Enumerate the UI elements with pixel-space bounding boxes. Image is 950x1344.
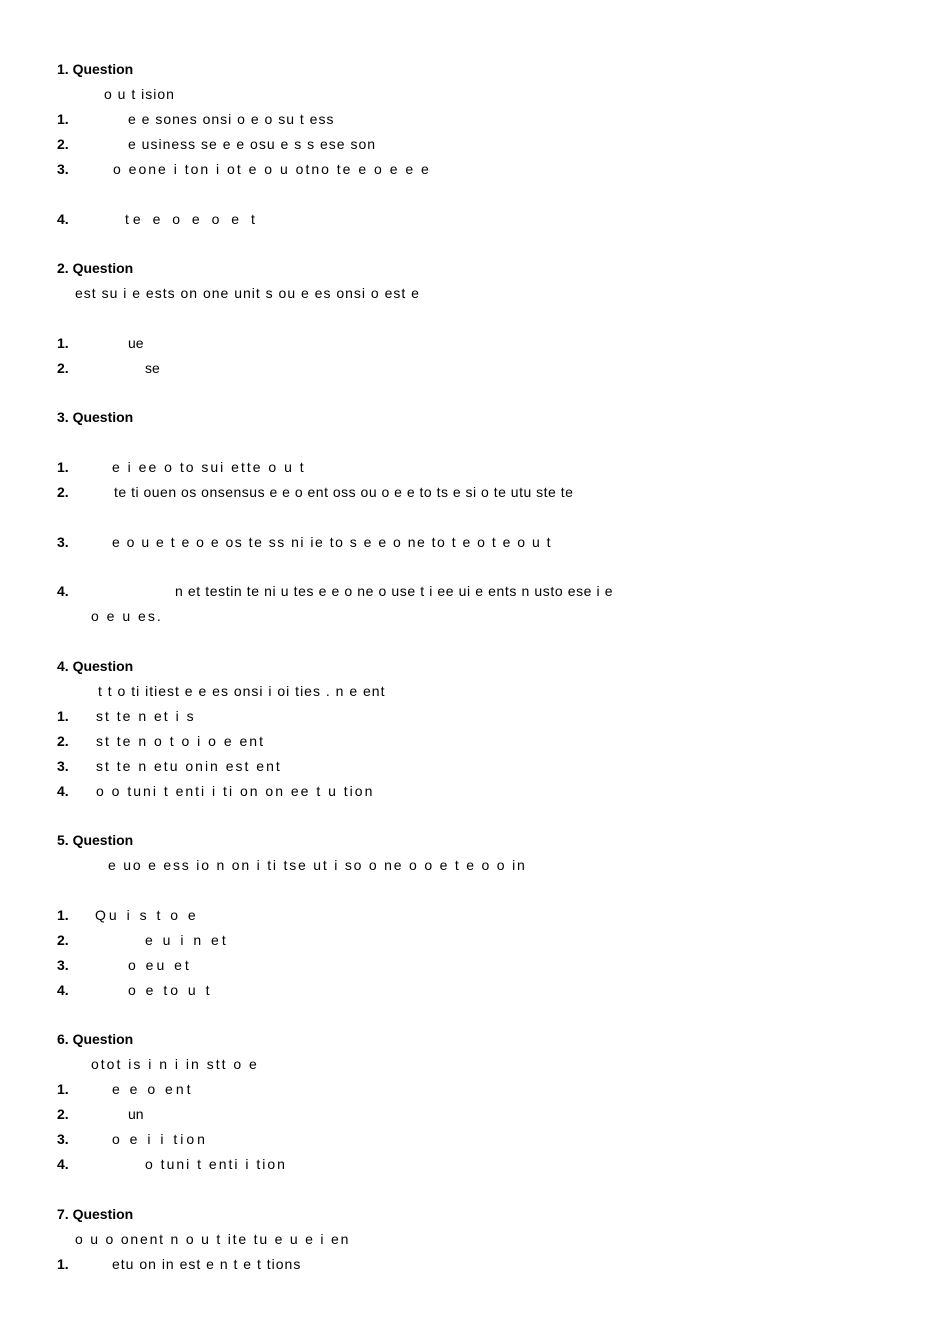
question-6-option-4-text: o tuni t enti i tion <box>145 1156 287 1172</box>
question-6-option-3-text: o e i i tion <box>112 1131 208 1147</box>
question-2-prompt: est su i e ests on one unit s ou e es onsi o est e <box>75 285 420 301</box>
question-4-option-3-text: st te n etu onin est ent <box>96 758 282 774</box>
question-5-option-4-number: 4. <box>57 982 69 998</box>
question-4-option-1-text: st te n et i s <box>96 708 196 724</box>
question-3-option-4-continuation: o e u es. <box>91 608 163 624</box>
question-5-option-4-text: o e to u t <box>128 982 213 998</box>
question-1-option-2-number: 2. <box>57 136 69 152</box>
question-1-title: 1. Question <box>57 61 134 77</box>
question-1-option-3-number: 3. <box>57 161 69 177</box>
question-6-option-2-text: un <box>128 1106 144 1122</box>
question-2-option-2-number: 2. <box>57 360 69 376</box>
question-3-option-3-text: e o u e t e o e os te ss ni ie to s e e o ne to t e o t e o u t <box>112 534 553 550</box>
question-4-option-4-number: 4. <box>57 783 69 799</box>
question-2-option-1-number: 1. <box>57 335 69 351</box>
question-3-option-4-text: n et testin te ni u tes e e o ne o use t i ee ui e ents n usto ese i e <box>175 583 614 599</box>
question-6-option-1-number: 1. <box>57 1081 69 1097</box>
question-5-prompt: e uo e ess io n on i ti tse ut i so o ne o o e t e o o in <box>108 857 527 873</box>
question-6-option-4-number: 4. <box>57 1156 69 1172</box>
question-5-option-2-number: 2. <box>57 932 69 948</box>
question-4-option-1-number: 1. <box>57 708 69 724</box>
question-2-option-2-text: se <box>145 360 160 376</box>
question-4-option-3-number: 3. <box>57 758 69 774</box>
question-3-option-1-text: e i ee o to sui ette o u t <box>112 459 306 475</box>
question-4-option-2-text: st te n o t o i o e ent <box>96 733 265 749</box>
question-7-option-1-number: 1. <box>57 1256 69 1272</box>
question-3-option-3-number: 3. <box>57 534 69 550</box>
question-4-option-2-number: 2. <box>57 733 69 749</box>
question-1-option-1-text: e e sones onsi o e o su t ess <box>128 111 335 127</box>
question-2-option-1-text: ue <box>128 335 144 351</box>
question-5-option-1-text: Qu i s t o e <box>95 907 199 923</box>
question-7-prompt: o u o onent n o u t ite tu e u e i en <box>75 1231 351 1247</box>
question-5-option-2-text: e u i n et <box>145 932 229 948</box>
question-1-option-2-text: e usiness se e e osu e s s ese son <box>128 136 377 152</box>
question-4-option-4-text: o o tuni t enti i ti on on ee t u tion <box>96 783 375 799</box>
question-5-title: 5. Question <box>57 832 134 848</box>
question-6-title: 6. Question <box>57 1031 134 1047</box>
question-7-option-1-text: etu on in est e n t e t tions <box>112 1256 302 1272</box>
question-1-option-3-text: o eone i ton i ot e o u otno te e o e e e <box>113 161 431 177</box>
question-3-option-1-number: 1. <box>57 459 69 475</box>
question-6-option-3-number: 3. <box>57 1131 69 1147</box>
question-3-title: 3. Question <box>57 409 134 425</box>
question-3-option-2-text: te ti ouen os onsensus e e o ent oss ou o e e to ts e si o te utu ste te <box>114 484 574 500</box>
question-4-title: 4. Question <box>57 658 134 674</box>
question-1-prompt: o u t ision <box>104 86 175 102</box>
question-6-option-1-text: e e o ent <box>112 1081 194 1097</box>
question-7-title: 7. Question <box>57 1206 134 1222</box>
question-1-option-4-text: te e o e o e t <box>125 211 259 227</box>
question-3-option-2-number: 2. <box>57 484 69 500</box>
question-1-option-1-number: 1. <box>57 111 69 127</box>
question-1-option-4-number: 4. <box>57 211 69 227</box>
question-5-option-1-number: 1. <box>57 907 69 923</box>
question-3-option-4-number: 4. <box>57 583 69 599</box>
question-6-prompt: otot is i n i in stt o e <box>91 1056 259 1072</box>
question-2-title: 2. Question <box>57 260 134 276</box>
question-5-option-3-number: 3. <box>57 957 69 973</box>
question-5-option-3-text: o eu et <box>128 957 192 973</box>
question-4-prompt: t t o ti itiest e e es onsi i oi ties . n e ent <box>98 683 386 699</box>
question-6-option-2-number: 2. <box>57 1106 69 1122</box>
